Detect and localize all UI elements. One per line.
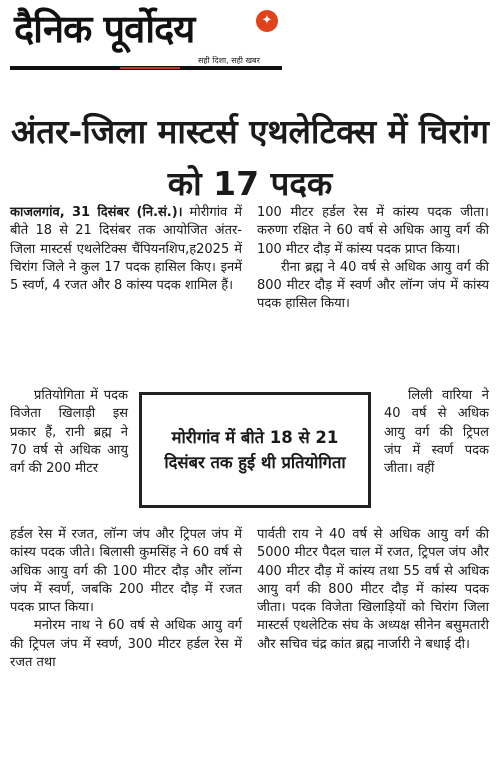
article-paragraph-1: मोरीगांव में बीते 18 से 21 दिसंबर तक आयोजित अंतर-जिला मास्टर्स एथलेटिक्स चैंपियनशिप,ह2025 में चिरांग जिले ने कुल 17 पदक हासिल किए। इनमें 5 स्वर्ण, 4 रजत और 8 कांस्य पदक शामिल हैं। [10, 205, 242, 294]
article-paragraph-6-cont: पार्वती राय ने 40 वर्ष से अधिक आयु वर्ग की 5000 मीटर पैदल चाल में रजत, ट्रिपल जंप और 400 मीटर दौड़ में कांस्य तथा 55 वर्ष से अधिक आयु वर्ग की 800 मीटर दौड़ में कांस्य पदक जीता। पदक विजेता खिलाड़ियों को चिरांग जिला मास्टर्स एथलेटिक संघ के अध्यक्ष सीनेन बसुमतारी और सचिव चंद्र कांत ब्रह्म नार्जारी ने बधाई दी। [257, 527, 489, 652]
article-column-right-top [257, 204, 489, 314]
article-paragraph-4: 100 मीटर हर्डल रेस में कांस्य पदक जीता। करुणा रक्षित ने 60 वर्ष से अधिक आयु वर्ग की 100 मीटर दौड़ में कांस्य पदक प्राप्त किया। [257, 205, 489, 257]
masthead [0, 0, 499, 80]
article-column-right-bottom [257, 526, 489, 654]
article-paragraph-6: लिली वारिया ने 40 वर्ष से अधिक आयु वर्ग की ट्रिपल जंप में स्वर्ण पदक जीता। वहीं [384, 388, 489, 477]
article-dateline: काजलगांव, 31 दिसंबर (नि.सं.)। [10, 205, 183, 220]
pull-quote-text: मोरीगांव में बीते 18 से 21 दिसंबर तक हुई थी प्रतियोगिता [164, 428, 346, 472]
article-column-right-mid [384, 387, 489, 478]
article-column-left-mid [10, 387, 128, 478]
article-paragraph-3: मनोरम नाथ ने 60 वर्ष से अधिक आयु वर्ग की ट्रिपल जंप में स्वर्ण, 300 मीटर हर्डल रेस में रजत तथा [10, 618, 242, 671]
newspaper-logo: दैनिक पूर्वोदय [14, 7, 195, 51]
article-column-left-bottom [10, 526, 242, 672]
article-paragraph-5: रीना ब्रह्म ने 40 वर्ष से अधिक आयु वर्ग की 800 मीटर दौड़ में स्वर्ण और लॉन्ग जंप में कांस्य पदक हासिल किया। [257, 259, 489, 312]
masthead-rule-accent [120, 67, 180, 69]
article-paragraph-2: प्रतियोगिता में पदक विजेता खिलाड़ी इस प्रकार हैं, रानी ब्रह्म ने 70 वर्ष से अधिक आयु वर्ग की 200 मीटर [10, 388, 128, 477]
article-headline: अंतर-जिला मास्टर्स एथलेटिक्स में चिरांग को 17 पदक [10, 112, 490, 204]
pull-quote-box [139, 392, 371, 508]
newspaper-tagline: सही दिशा, सही खबर [198, 56, 260, 65]
logo-sun-icon: ✦ [256, 10, 278, 32]
article-paragraph-2-cont: हर्डल रेस में रजत, लॉन्ग जंप और ट्रिपल जंप में कांस्य पदक जीते। बिलासी कुमसिंह ने 60 वर्ष से अधिक आयु वर्ग की 100 मीटर दौड़ और लॉन्ग जंप में स्वर्ण, जबकि 200 मीटर दौड़ में रजत पदक प्राप्त किया। [10, 527, 242, 616]
article-column-left-top [10, 204, 242, 295]
